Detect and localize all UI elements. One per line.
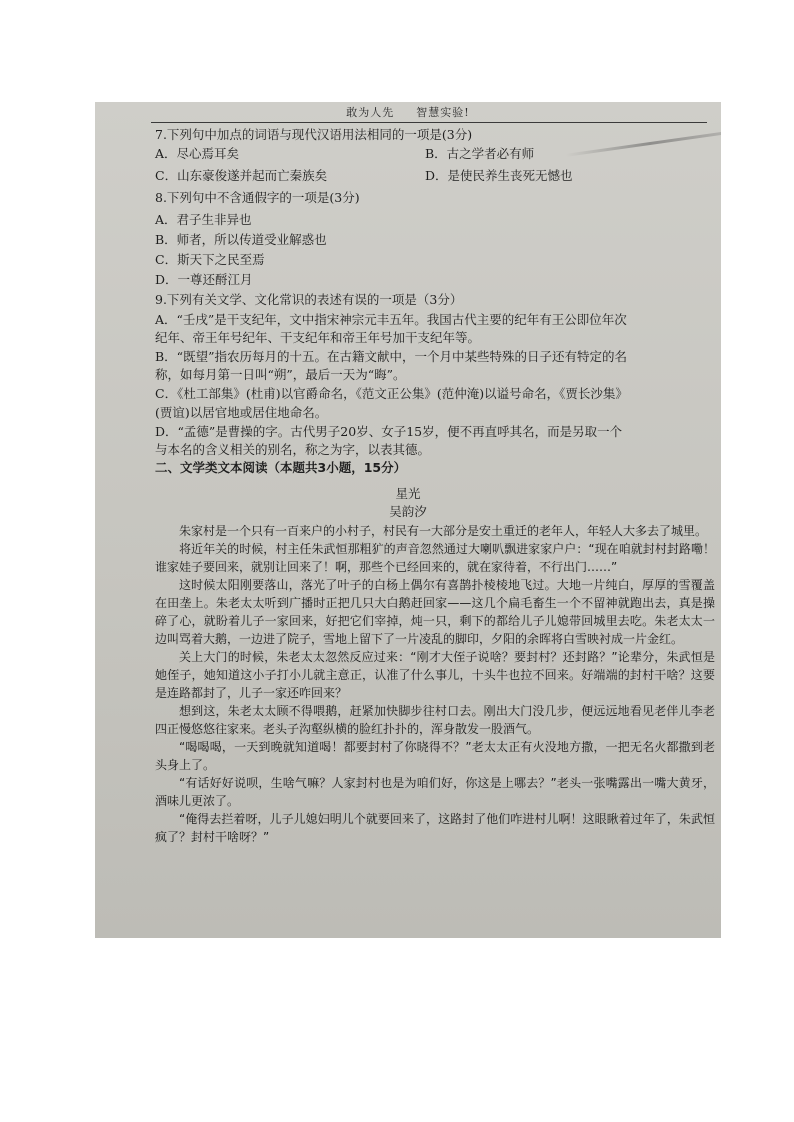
q7-stem: 7.下列句中加点的词语与现代汉语用法相同的一项是(3分) — [155, 127, 473, 142]
q9-option-b-line1: B．“既望”指农历每月的十五。在古籍文献中，一个月中某些特殊的日子还有特定的名 — [155, 349, 627, 364]
q9-option-a-line1: A．“壬戌”是干支纪年，文中指宋神宗元丰五年。我国古代主要的纪年有王公即位年次 — [155, 312, 627, 327]
header-motto-right: 智慧实验! — [416, 106, 470, 119]
q9-stem: 9.下列有关文学、文化常识的表述有误的一项是（3分） — [155, 292, 463, 307]
q9-option-a-line2: 纪年、帝王年号纪年、干支纪年和帝王年号加干支纪年等。 — [155, 330, 481, 345]
story-paragraph: 关上大门的时候，朱老太太忽然反应过来：“刚才大侄子说啥？要封村？还封路？”论辈分，朱武恒是她侄子，她知道这小子打小儿就主意正，认准了什么事儿，十头牛也拉不回来。好端端的封村干啥？这要是连路都封了，儿子一家还咋回来？ — [155, 650, 715, 700]
story-paragraph: “喝喝喝，一天到晚就知道喝！都要封村了你晓得不？”老太太正有火没地方撒，一把无名火都撒到老头身上了。 — [155, 740, 715, 772]
story-paragraph: 朱家村是一个只有一百来户的小村子，村民有一大部分是安土重迁的老年人，年轻人大多去了城里。 — [179, 524, 708, 538]
q7-option-a: A．尽心焉耳矣 — [155, 146, 240, 161]
q8-option-c: C．斯天下之民至焉 — [155, 252, 265, 267]
story-paragraph: 想到这，朱老太太顾不得喂鹅，赶紧加快脚步往村口去。刚出大门没几步，便远远地看见老伴儿李老四正慢悠悠往家来。老头子沟壑纵横的脸红扑扑的，浑身散发一股酒气。 — [155, 704, 715, 736]
story-title: 星光 — [395, 486, 421, 501]
q8-stem: 8.下列句中不含通假字的一项是(3分) — [155, 190, 360, 205]
story-author: 吴韵汐 — [389, 504, 427, 519]
q9-option-c-line2: (贾谊)以居官地或居住地命名。 — [155, 405, 328, 420]
q8-option-a: A．君子生非异也 — [155, 212, 252, 227]
page-header — [95, 104, 721, 122]
q7-option-c: C．山东豪俊遂并起而亡秦族矣 — [155, 168, 328, 183]
section-heading: 二、文学类文本阅读（本题共3小题，15分） — [155, 460, 407, 475]
q8-option-d: D．一尊还酹江月 — [155, 272, 253, 287]
story-paragraph: “有话好好说呗，生啥气嘛？人家封村也是为咱们好，你这是上哪去？”老头一张嘴露出一嘴大黄牙，酒味儿更浓了。 — [155, 776, 715, 808]
q9-option-d-line2: 与本名的含义相关的别名，称之为字，以表其德。 — [155, 442, 431, 457]
story-paragraph: 将近年关的时候，村主任朱武恒那粗犷的声音忽然通过大喇叭飘进家家户户：“现在咱就封村封路嘞！谁家娃子要回来，就别让回来了！啊，那些个已经回来的，就在家待着，不行出门……” — [155, 542, 715, 574]
q7-option-b: B．古之学者必有师 — [425, 146, 535, 161]
story-paragraph: 这时候太阳刚要落山，落光了叶子的白杨上偶尔有喜鹊扑棱棱地飞过。大地一片纯白，厚厚的雪覆盖在田垄上。朱老太太听到广播时正把几只大白鹅赶回家——这几个扁毛畜生一个不留神就跑出去，真是操碎了心，就盼着儿子一家回来，好把它们宰掉，炖一只，剩下的都给儿子儿媳带回城里去吃。朱老太太一边叫骂着大鹅，一边进了院子，雪地上留下了一片凌乱的脚印，夕阳的余晖将白雪映衬成一片金红。 — [155, 578, 715, 646]
pencil-streak — [566, 130, 721, 157]
q7-option-d: D．是使民养生丧死无憾也 — [425, 168, 573, 183]
scanned-page-photo — [95, 102, 721, 938]
q9-option-b-line2: 称，如每月第一日叫“朔”，最后一天为“晦”。 — [155, 367, 406, 382]
header-motto-left: 敢为人先 — [346, 106, 395, 119]
q8-option-b: B．师者，所以传道受业解惑也 — [155, 232, 327, 247]
q9-option-c-line1: C．《杜工部集》(杜甫)以官爵命名，《范文正公集》(范仲淹)以谥号命名，《贾长沙集》 — [155, 386, 628, 401]
q9-option-d-line1: D．“孟德”是曹操的字。古代男子20岁、女子15岁，便不再直呼其名，而是另取一个 — [155, 424, 623, 439]
story-paragraph: “俺得去拦着呀，儿子儿媳妇明儿个就要回来了，这路封了他们咋进村儿啊！这眼瞅着过年了，朱武恒疯了？封村干啥呀？” — [155, 812, 715, 844]
header-rule — [151, 122, 707, 123]
story-body — [155, 522, 715, 846]
